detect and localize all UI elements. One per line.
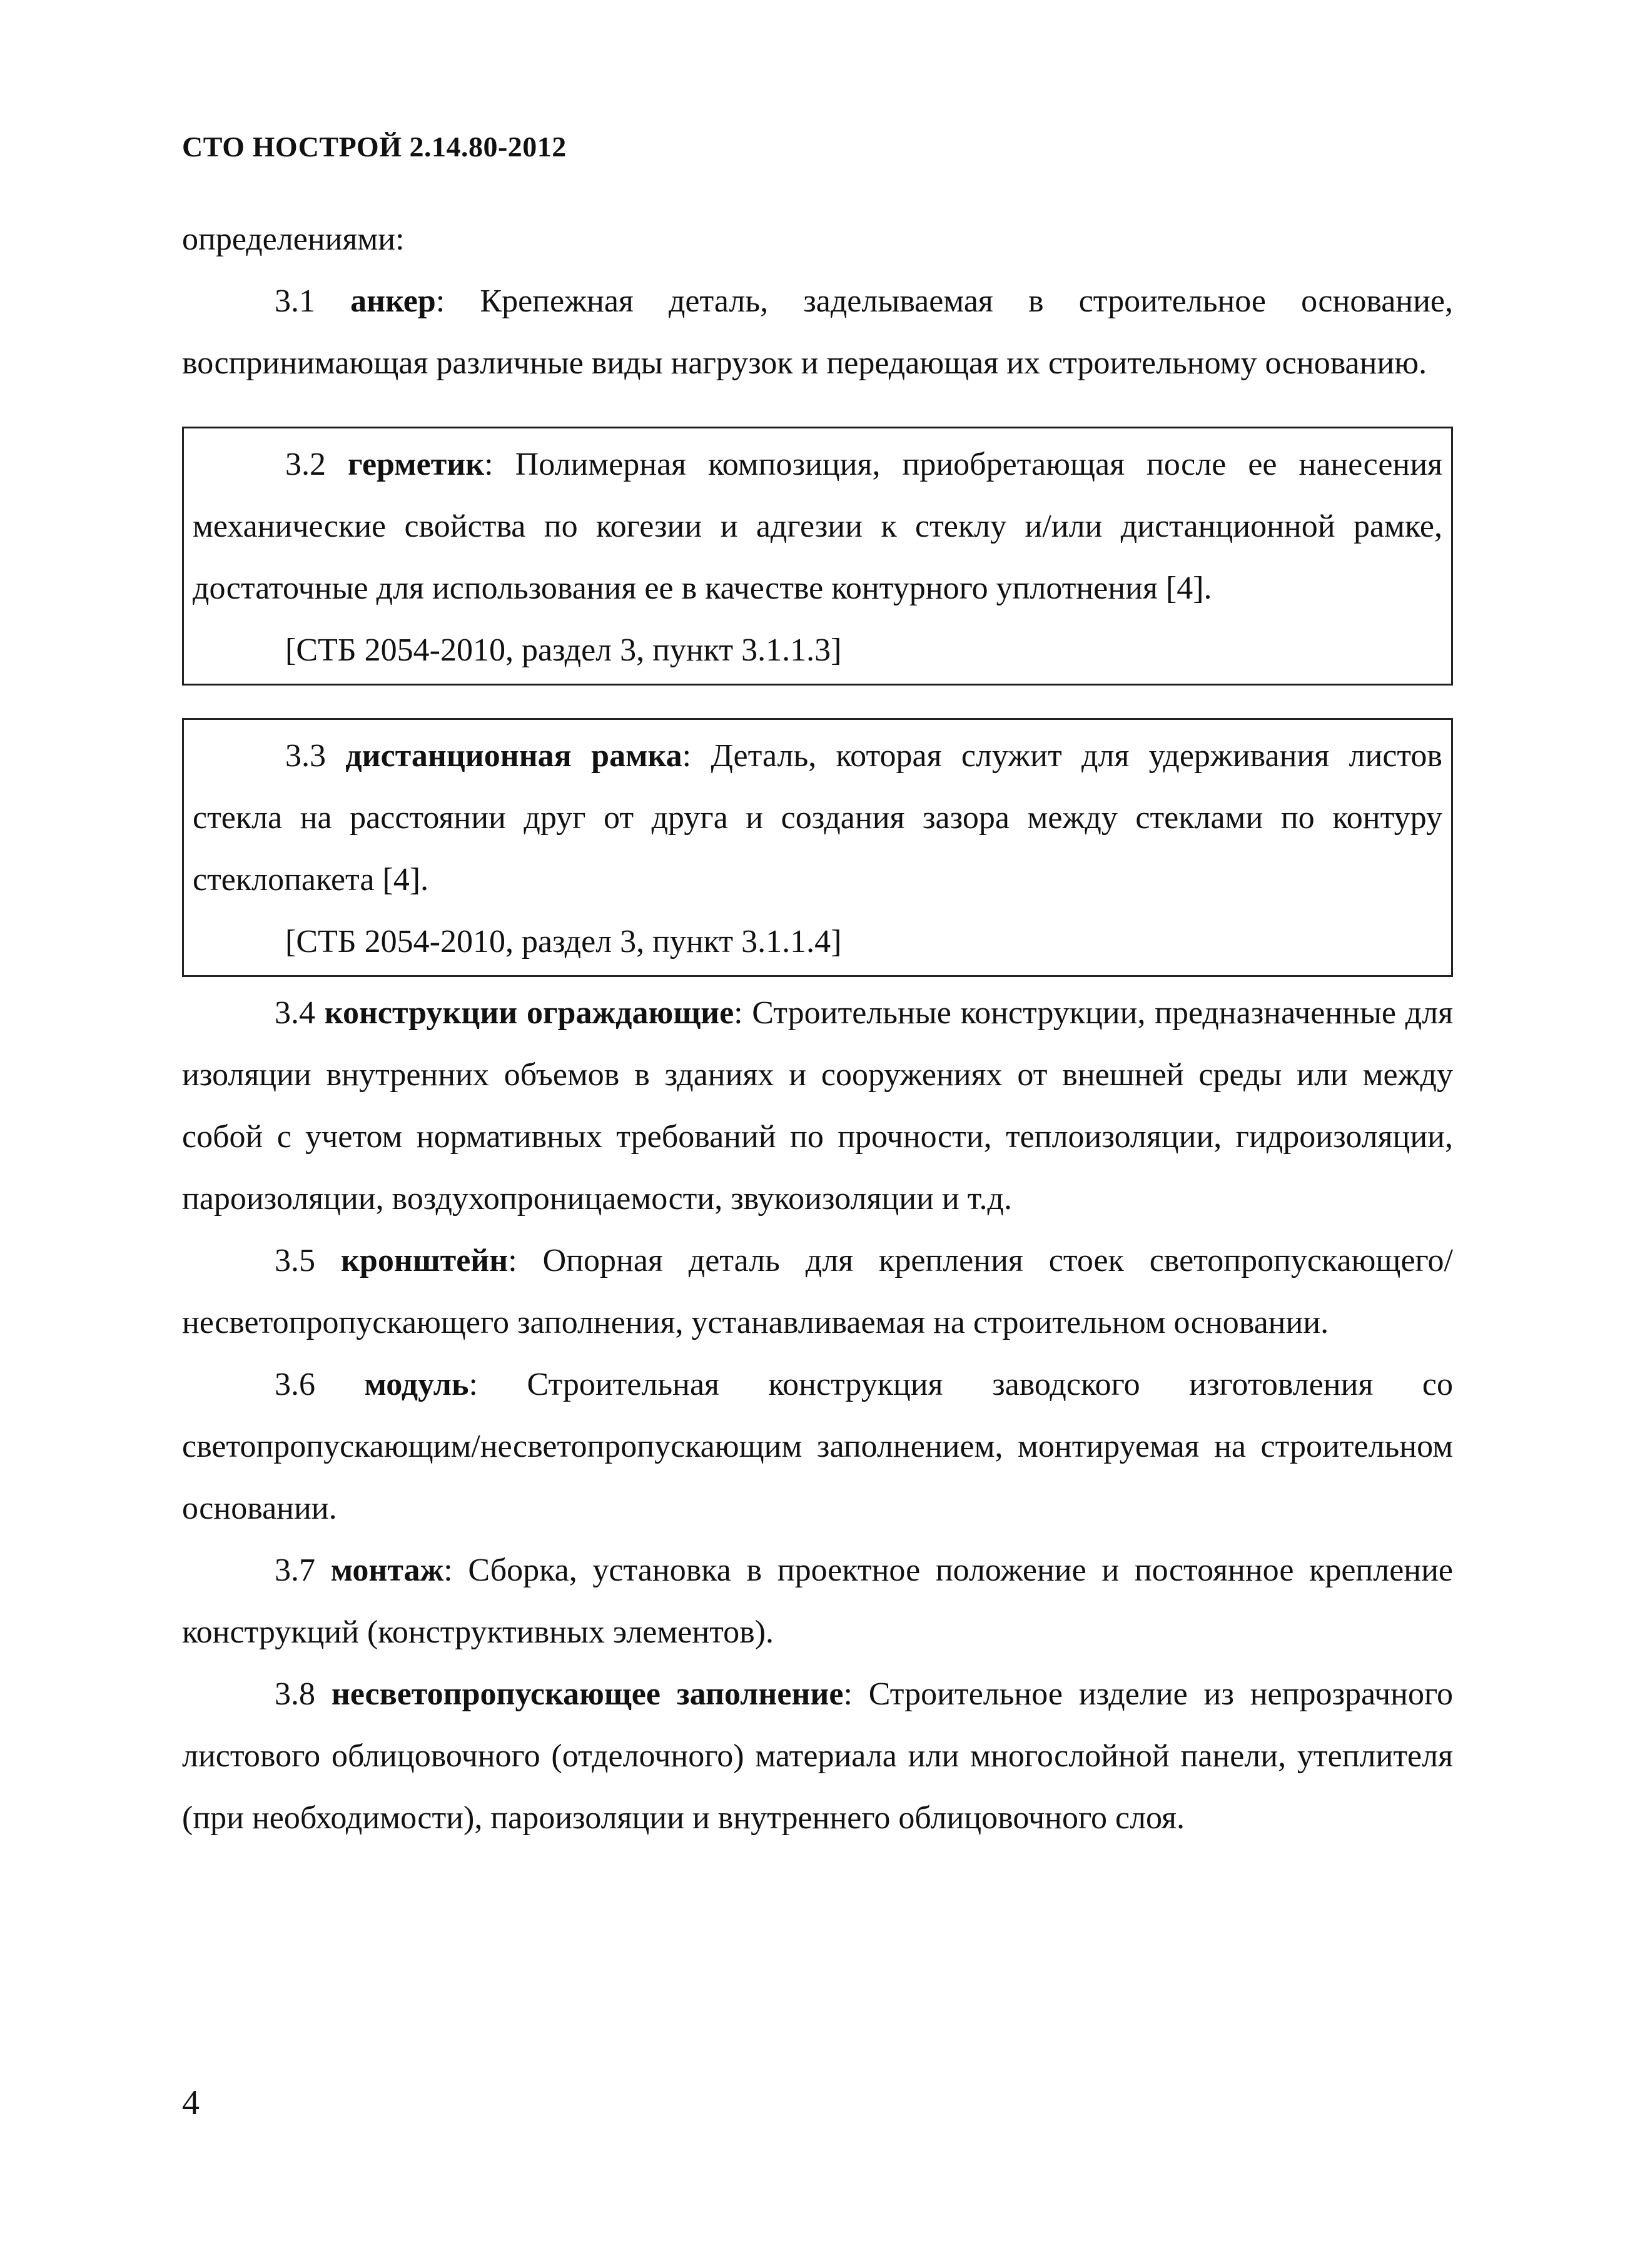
definition-text: : Деталь, которая служит для удерживания листов стекла на расстоянии друг от друга и создания зазора между стеклами по контуру стеклопакета [4]. (193, 738, 1442, 898)
definition-3-8 (182, 1663, 1453, 1849)
definition-number: 3.7 (275, 1552, 331, 1588)
definition-term: анкер (350, 283, 436, 319)
definition-box-3-2 (182, 427, 1453, 686)
definition-number: 3.3 (285, 738, 346, 774)
definition-3-3 (193, 725, 1442, 911)
document-body (182, 208, 1453, 1849)
definition-text: : Строительная конструкция заводского изготовления со светопропускающим/несветопропускающим заполнением, монтируемая на строительном основании. (182, 1367, 1453, 1526)
document-code-header: СТО НОСТРОЙ 2.14.80-2012 (182, 131, 567, 163)
definition-text: : Сборка, установка в проектное положение и постоянное крепление конструкций (конструктивных элементов). (182, 1552, 1454, 1650)
definition-text: : Полимерная композиция, приобретающая после ее нанесения механические свойства по когезии и адгезии к стеклу и/или дистанционной рамке, достаточные для использования ее в качестве контурного уплотнения [4]. (193, 447, 1443, 606)
definition-3-4 (182, 982, 1453, 1230)
definition-term: монтаж (330, 1552, 444, 1588)
definition-3-2 (193, 433, 1442, 619)
intro-text: определениями: (182, 221, 405, 257)
definition-term: дистанционная рамка (345, 738, 682, 774)
definition-term: модуль (364, 1367, 469, 1402)
definition-reference: [СТБ 2054-2010, раздел 3, пункт 3.1.1.3] (285, 632, 842, 668)
definition-text: : Строительные конструкции, предназначенные для изоляции внутренних объемов в зданиях и сооружениях от внешней среды или между собой с учетом нормативных требований по прочности, теплоизоляции, гидроизоляции, пароизоляции, воздухопроницаемости, звукоизоляции и т.д. (182, 995, 1453, 1217)
definition-number: 3.5 (275, 1243, 341, 1278)
definition-number: 3.4 (275, 995, 325, 1031)
definition-number: 3.8 (275, 1676, 332, 1712)
definition-reference: [СТБ 2054-2010, раздел 3, пункт 3.1.1.4] (285, 924, 842, 959)
definition-text: : Строительное изделие из непрозрачного листового облицовочного (отделочного) материала или многослойной панели, утеплителя (при необходимости), пароизоляции и внутреннего облицовочного слоя. (182, 1676, 1453, 1836)
definition-text: : Крепежная деталь, заделываемая в строительное основание, воспринимающая различные виды нагрузок и передающая их строительному основанию. (182, 283, 1454, 381)
definition-term: несветопропускающее заполнение (331, 1676, 844, 1712)
definition-box-3-3 (182, 718, 1453, 977)
definition-number: 3.2 (285, 447, 348, 482)
definition-number: 3.1 (275, 283, 351, 319)
definition-3-6 (182, 1354, 1453, 1539)
definition-term: конструкции ограждающие (324, 995, 734, 1031)
page-number: 4 (182, 2083, 200, 2122)
definition-3-5 (182, 1230, 1453, 1354)
definition-text: : Опорная деталь для крепления стоек светопропускающего/ несветопропускающего заполнения, устанавливаемая на строительном основании. (182, 1243, 1453, 1340)
definition-3-7 (182, 1539, 1453, 1663)
definition-number: 3.6 (275, 1367, 365, 1402)
definition-term: кронштейн (340, 1243, 509, 1278)
definition-term: герметик (348, 447, 485, 482)
definition-3-1 (182, 270, 1453, 394)
